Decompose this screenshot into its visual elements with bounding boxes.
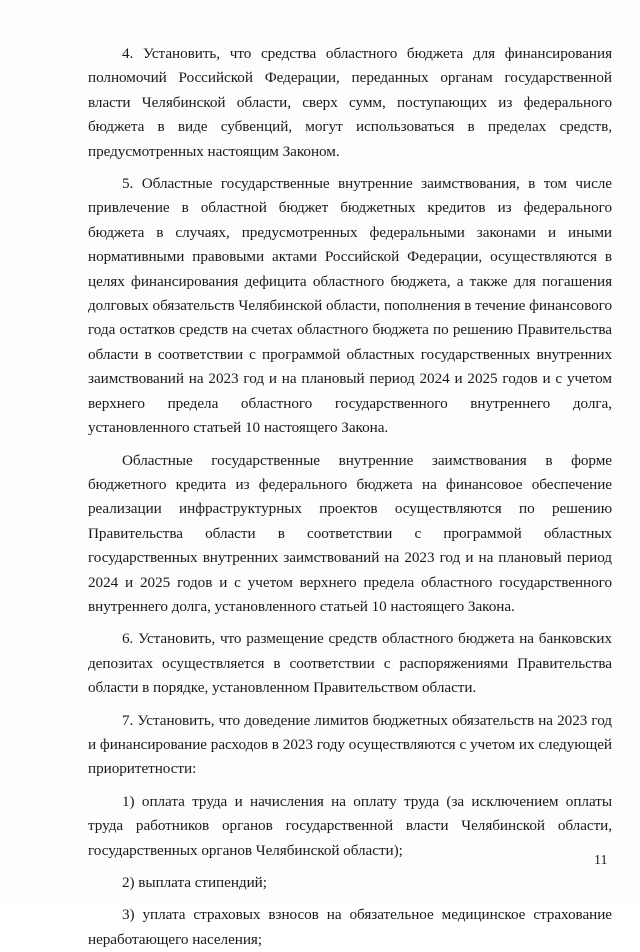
document-body — [88, 42, 612, 952]
paragraph-item-6: 6. Установить, что размещение средств областного бюджета на банковских депозитах осуществляется в соответствии с распоряжениями Правительства области в порядке, установленном Правительством области. — [88, 630, 612, 697]
list-item-3: 3) уплата страховых взносов на обязательное медицинское страхование неработающего населения; — [88, 906, 612, 948]
page-number: 11 — [594, 853, 608, 868]
paragraph-borrowing-infrastructure: Областные государственные внутренние заимствования в форме бюджетного кредита из федерального бюджета на финансовое обеспечение реализации инфраструктурных проектов осуществляются по решению Правительства области в соответствии с программой областных государственных внутренних заимствований на 2023 год и на плановый период 2024 и 2025 годов и с учетом верхнего предела областного государственного внутреннего долга, установленного статьей 10 настоящего Закона. — [88, 451, 612, 615]
paragraph-item-5: 5. Областные государственные внутренние заимствования, в том числе привлечение в областной бюджет бюджетных кредитов из федерального бюджета в случаях, предусмотренных федеральными законами и иными нормативными правовыми актами Российской Федерации, осуществляются в целях финансирования дефицита областного бюджета, а также для погашения долговых обязательств Челябинской области, пополнения в течение финансового года остатков средств на счетах областного бюджета по решению Правительства области в соответствии с программой областных государственных внутренних заимствований на 2023 год и на плановый период 2024 и 2025 годов и с учетом верхнего предела областного государственного внутреннего долга, установленного статьей 10 настоящего Закона. — [88, 175, 612, 437]
paragraph-item-4: 4. Установить, что средства областного бюджета для финансирования полномочий Российской Федерации, переданных органам государственной власти Челябинской области, сверх сумм, поступающих из федерального бюджета в виде субвенций, могут использоваться в пределах средств, предусмотренных настоящим Законом. — [88, 45, 612, 160]
list-item-1: 1) оплата труда и начисления на оплату труда (за исключением оплаты труда работников органов государственной власти Челябинской области, государственных органов Челябинской области); — [88, 792, 612, 859]
list-item-2: 2) выплата стипендий; — [122, 874, 267, 891]
paragraph-item-7: 7. Установить, что доведение лимитов бюджетных обязательств на 2023 год и финансирование расходов в 2023 году осуществляются с учетом их следующей приоритетности: — [88, 711, 612, 778]
